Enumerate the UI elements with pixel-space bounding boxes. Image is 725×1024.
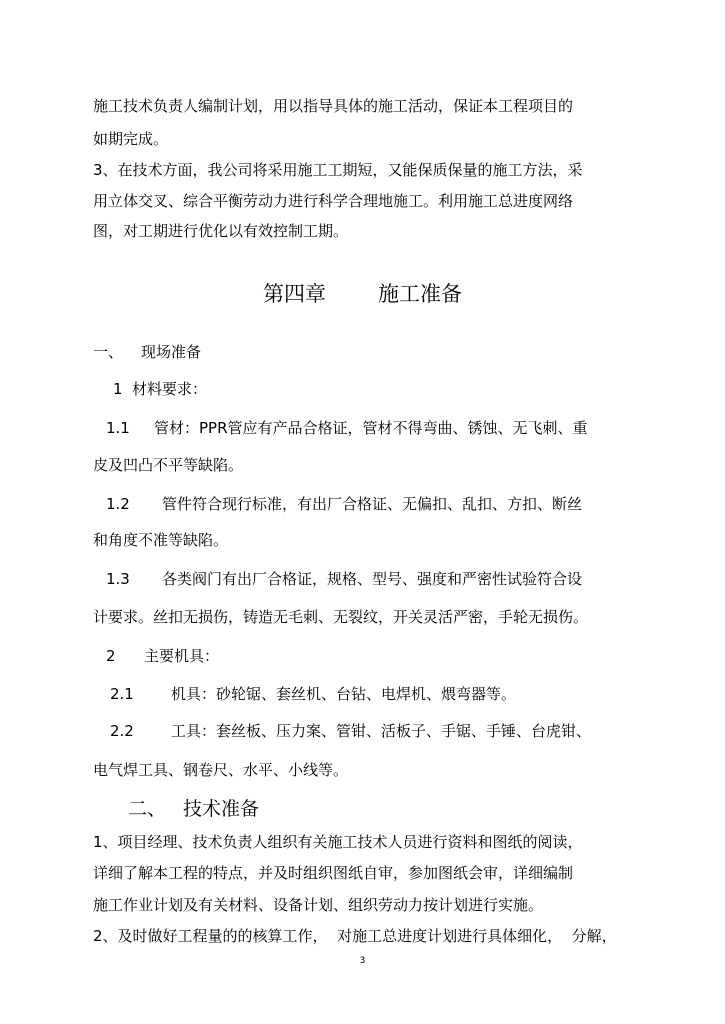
- material-item-3-text: 各类阀门有出厂合格证，规格、型号、强度和严密性试验符合设: [162, 570, 583, 588]
- machinery-item-1: [110, 684, 516, 704]
- machinery-item-2-cont: 电气焊工具、钢卷尺、水平、小线等。: [93, 761, 349, 779]
- page-number: 3: [359, 956, 366, 966]
- materials-title: 材料要求：: [132, 380, 208, 398]
- material-item-2-num: 1.2: [106, 495, 130, 513]
- section1-title: 现场准备: [141, 343, 202, 361]
- section2-line-4: 2、及时做好工程量的的核算工作， 对施工总进度计划进行具体细化， 分解，: [93, 927, 617, 945]
- machinery-item-2: [110, 721, 591, 741]
- material-item-1: [106, 418, 588, 438]
- materials-heading: [113, 379, 207, 399]
- materials-num: 1: [113, 380, 123, 398]
- intro-line-5: 图，对工期进行优化以有效控制工期。: [93, 222, 349, 240]
- chapter-number: 第四章: [263, 282, 326, 306]
- section2-line-3: 施工作业计划及有关材料、设备计划、组织劳动力按计划进行实施。: [93, 896, 544, 914]
- intro-line-1: 施工技术负责人编制计划，用以指导具体的施工活动，保证本工程项目的: [93, 97, 574, 115]
- section2-marker: 二、: [128, 798, 167, 820]
- material-item-3-num: 1.3: [106, 570, 130, 588]
- intro-line-3: 3、在技术方面，我公司将采用施工工期短，又能保质保量的施工方法，采: [93, 161, 583, 179]
- chapter-title: 施工准备: [378, 282, 462, 306]
- machinery-title: 主要机具：: [144, 647, 220, 665]
- section2-title: 技术准备: [183, 798, 260, 820]
- material-item-1-text: 管材：PPR管应有产品合格证，管材不得弯曲、锈蚀、无飞刺、重: [154, 419, 588, 437]
- material-item-2-cont: 和角度不准等缺陷。: [93, 531, 229, 549]
- intro-line-4: 用立体交叉、综合平衡劳动力进行科学合理地施工。利用施工总进度网络: [93, 192, 574, 210]
- machinery-num: 2: [106, 647, 116, 665]
- section2-heading: [128, 797, 259, 821]
- machinery-item-1-text: 机具：砂轮锯、套丝机、台钻、电焊机、煨弯器等。: [171, 685, 517, 703]
- material-item-2: [106, 494, 582, 514]
- chapter-heading: [0, 280, 725, 308]
- section2-line-1: 1、项目经理、技术负责人组织有关施工技术人员进行资料和图纸的阅读，: [93, 833, 583, 851]
- section1-heading: [93, 342, 201, 362]
- material-item-1-num: 1.1: [106, 419, 130, 437]
- machinery-item-1-num: 2.1: [110, 685, 134, 703]
- material-item-1-cont: 皮及凹凸不平等缺陷。: [93, 456, 244, 474]
- intro-line-2: 如期完成。: [93, 130, 169, 148]
- machinery-item-2-num: 2.2: [110, 722, 134, 740]
- section2-line-2: 详细了解本工程的特点，并及时组织图纸自审，参加图纸会审，详细编制: [93, 864, 574, 882]
- material-item-3-cont: 计要求。丝扣无损伤，铸造无毛刺、无裂纹，开关灵活严密，手轮无损伤。: [93, 608, 589, 626]
- section1-marker: 一、: [93, 343, 124, 361]
- material-item-2-text: 管件符合现行标准，有出厂合格证、无偏扣、乱扣、方扣、断丝: [162, 495, 583, 513]
- material-item-3: [106, 569, 582, 589]
- machinery-item-2-text: 工具：套丝板、压力案、管钳、活板子、手锯、手锤、台虎钳、: [171, 722, 592, 740]
- machinery-heading: [106, 646, 219, 666]
